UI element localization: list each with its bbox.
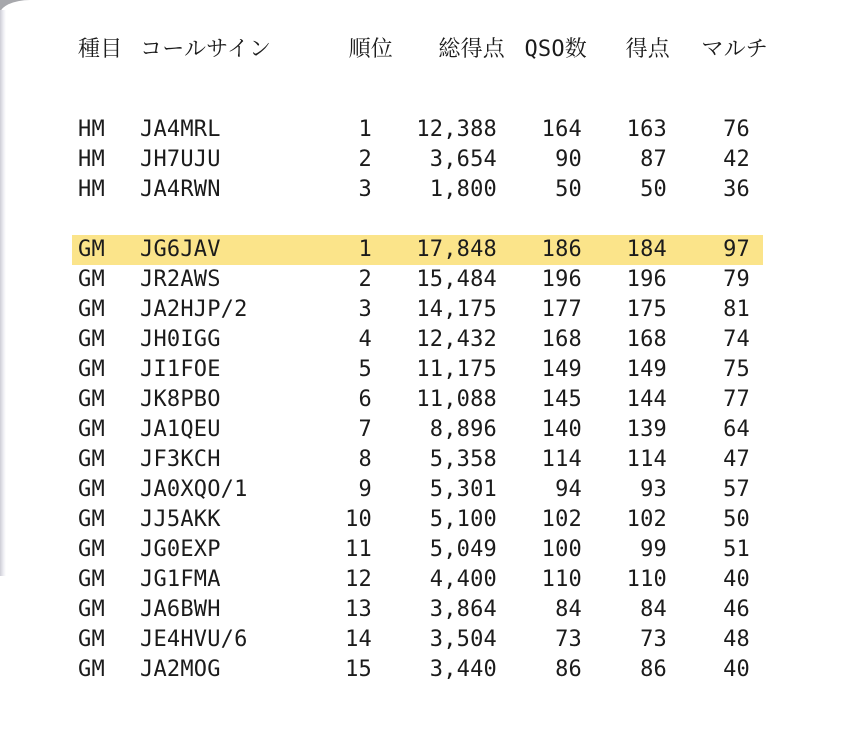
cell-category: GM xyxy=(78,447,105,472)
header-points: 得点 xyxy=(625,37,670,62)
cell-qso-count: 84 xyxy=(555,597,582,622)
cell-total-score: 11,088 xyxy=(416,387,497,412)
cell-multi: 46 xyxy=(723,597,750,622)
cell-qso-count: 73 xyxy=(555,627,582,652)
header-total-score: 総得点 xyxy=(438,37,505,62)
cell-category: HM xyxy=(78,147,105,172)
cell-qso-count: 102 xyxy=(541,507,582,532)
cell-callsign: JA4RWN xyxy=(140,177,221,202)
table-row xyxy=(72,325,763,355)
cell-category: GM xyxy=(78,567,105,592)
table-row xyxy=(72,355,763,385)
cell-callsign: JG6JAV xyxy=(140,237,221,262)
cell-multi: 40 xyxy=(723,567,750,592)
cell-category: GM xyxy=(78,297,105,322)
cell-rank: 14 xyxy=(345,627,372,652)
cell-rank: 2 xyxy=(358,147,372,172)
cell-multi: 74 xyxy=(723,327,750,352)
cell-rank: 12 xyxy=(345,567,372,592)
cell-multi: 36 xyxy=(723,177,750,202)
cell-rank: 9 xyxy=(358,477,372,502)
cell-multi: 42 xyxy=(723,147,750,172)
cell-category: GM xyxy=(78,537,105,562)
cell-callsign: JK8PBO xyxy=(140,387,221,412)
cell-category: GM xyxy=(78,657,105,682)
cell-rank: 8 xyxy=(358,447,372,472)
cell-multi: 75 xyxy=(723,357,750,382)
header-multi: マルチ xyxy=(701,37,768,62)
cell-rank: 13 xyxy=(345,597,372,622)
cell-multi: 97 xyxy=(723,237,750,262)
cell-qso-count: 186 xyxy=(541,237,582,262)
cell-rank: 4 xyxy=(358,327,372,352)
cell-rank: 5 xyxy=(358,357,372,382)
cell-points: 86 xyxy=(640,657,667,682)
cell-qso-count: 100 xyxy=(541,537,582,562)
cell-callsign: JA2MOG xyxy=(140,657,221,682)
table-row xyxy=(72,655,763,685)
table-row xyxy=(72,475,763,505)
cell-callsign: JI1FOE xyxy=(140,357,221,382)
cell-category: GM xyxy=(78,417,105,442)
cell-points: 139 xyxy=(626,417,667,442)
cell-callsign: JE4HVU/6 xyxy=(140,627,248,652)
cell-qso-count: 110 xyxy=(541,567,582,592)
cell-callsign: JA6BWH xyxy=(140,597,221,622)
cell-qso-count: 50 xyxy=(555,177,582,202)
cell-points: 73 xyxy=(640,627,667,652)
cell-total-score: 4,400 xyxy=(429,567,497,592)
cell-points: 84 xyxy=(640,597,667,622)
cell-callsign: JH0IGG xyxy=(140,327,221,352)
header-qso-count: QSO数 xyxy=(524,37,587,62)
cell-category: GM xyxy=(78,267,105,292)
cell-rank: 1 xyxy=(358,237,372,262)
cell-multi: 47 xyxy=(723,447,750,472)
cell-total-score: 3,440 xyxy=(429,657,497,682)
cell-callsign: JG1FMA xyxy=(140,567,221,592)
table-row xyxy=(72,595,763,625)
cell-qso-count: 168 xyxy=(541,327,582,352)
table-row xyxy=(72,385,763,415)
cell-total-score: 11,175 xyxy=(416,357,497,382)
cell-rank: 11 xyxy=(345,537,372,562)
table-row xyxy=(72,415,763,445)
table-header-row xyxy=(72,35,768,65)
cell-category: GM xyxy=(78,387,105,412)
cell-callsign: JA0XQO/1 xyxy=(140,477,248,502)
cell-multi: 79 xyxy=(723,267,750,292)
cell-total-score: 3,504 xyxy=(429,627,497,652)
cell-category: GM xyxy=(78,237,105,262)
cell-rank: 10 xyxy=(345,507,372,532)
cell-rank: 6 xyxy=(358,387,372,412)
cell-category: GM xyxy=(78,507,105,532)
cell-qso-count: 164 xyxy=(541,117,582,142)
cell-rank: 2 xyxy=(358,267,372,292)
header-category: 種目 xyxy=(78,37,123,62)
cell-total-score: 3,654 xyxy=(429,147,497,172)
header-callsign: コールサイン xyxy=(140,37,272,62)
table-row xyxy=(72,565,763,595)
cell-rank: 3 xyxy=(358,297,372,322)
cell-total-score: 8,896 xyxy=(429,417,497,442)
table-row xyxy=(72,295,763,325)
cell-multi: 51 xyxy=(723,537,750,562)
cell-qso-count: 196 xyxy=(541,267,582,292)
cell-total-score: 1,800 xyxy=(429,177,497,202)
table-row xyxy=(72,535,763,565)
table-row xyxy=(72,235,763,265)
cell-callsign: JG0EXP xyxy=(140,537,221,562)
cell-total-score: 5,049 xyxy=(429,537,497,562)
cell-category: GM xyxy=(78,597,105,622)
cell-multi: 48 xyxy=(723,627,750,652)
cell-total-score: 3,864 xyxy=(429,597,497,622)
cell-multi: 77 xyxy=(723,387,750,412)
cell-qso-count: 177 xyxy=(541,297,582,322)
cell-category: GM xyxy=(78,327,105,352)
cell-qso-count: 86 xyxy=(555,657,582,682)
cell-qso-count: 114 xyxy=(541,447,582,472)
cell-points: 163 xyxy=(626,117,667,142)
cell-callsign: JJ5AKK xyxy=(140,507,221,532)
cell-rank: 15 xyxy=(345,657,372,682)
cell-rank: 3 xyxy=(358,177,372,202)
cell-total-score: 14,175 xyxy=(416,297,497,322)
cell-multi: 50 xyxy=(723,507,750,532)
cell-points: 175 xyxy=(626,297,667,322)
cell-points: 168 xyxy=(626,327,667,352)
cell-points: 114 xyxy=(626,447,667,472)
cell-total-score: 5,358 xyxy=(429,447,497,472)
cell-rank: 7 xyxy=(358,417,372,442)
cell-multi: 81 xyxy=(723,297,750,322)
table-row xyxy=(72,445,763,475)
cell-category: GM xyxy=(78,477,105,502)
table-row xyxy=(72,625,763,655)
cell-callsign: JA4MRL xyxy=(140,117,221,142)
cell-points: 149 xyxy=(626,357,667,382)
cell-multi: 40 xyxy=(723,657,750,682)
cell-multi: 64 xyxy=(723,417,750,442)
cell-callsign: JA2HJP/2 xyxy=(140,297,248,322)
cell-qso-count: 145 xyxy=(541,387,582,412)
cell-category: GM xyxy=(78,357,105,382)
cell-points: 144 xyxy=(626,387,667,412)
cell-rank: 1 xyxy=(358,117,372,142)
cell-total-score: 5,100 xyxy=(429,507,497,532)
cell-total-score: 17,848 xyxy=(416,237,497,262)
cell-points: 110 xyxy=(626,567,667,592)
cell-points: 196 xyxy=(626,267,667,292)
cell-qso-count: 90 xyxy=(555,147,582,172)
table-row xyxy=(72,265,763,295)
cell-callsign: JH7UJU xyxy=(140,147,221,172)
cell-category: HM xyxy=(78,117,105,142)
cell-total-score: 15,484 xyxy=(416,267,497,292)
cell-points: 93 xyxy=(640,477,667,502)
header-rank: 順位 xyxy=(348,37,393,62)
cell-points: 99 xyxy=(640,537,667,562)
cell-category: HM xyxy=(78,177,105,202)
results-table xyxy=(72,0,768,735)
cell-qso-count: 94 xyxy=(555,477,582,502)
cell-category: GM xyxy=(78,627,105,652)
cell-points: 50 xyxy=(640,177,667,202)
cell-multi: 57 xyxy=(723,477,750,502)
cell-callsign: JR2AWS xyxy=(140,267,221,292)
cell-callsign: JF3KCH xyxy=(140,447,221,472)
cell-total-score: 12,388 xyxy=(416,117,497,142)
table-row xyxy=(72,505,763,535)
cell-multi: 76 xyxy=(723,117,750,142)
cell-qso-count: 149 xyxy=(541,357,582,382)
cell-qso-count: 140 xyxy=(541,417,582,442)
cell-points: 184 xyxy=(626,237,667,262)
cell-total-score: 5,301 xyxy=(429,477,497,502)
cell-points: 87 xyxy=(640,147,667,172)
cell-total-score: 12,432 xyxy=(416,327,497,352)
cell-points: 102 xyxy=(626,507,667,532)
cell-callsign: JA1QEU xyxy=(140,417,221,442)
